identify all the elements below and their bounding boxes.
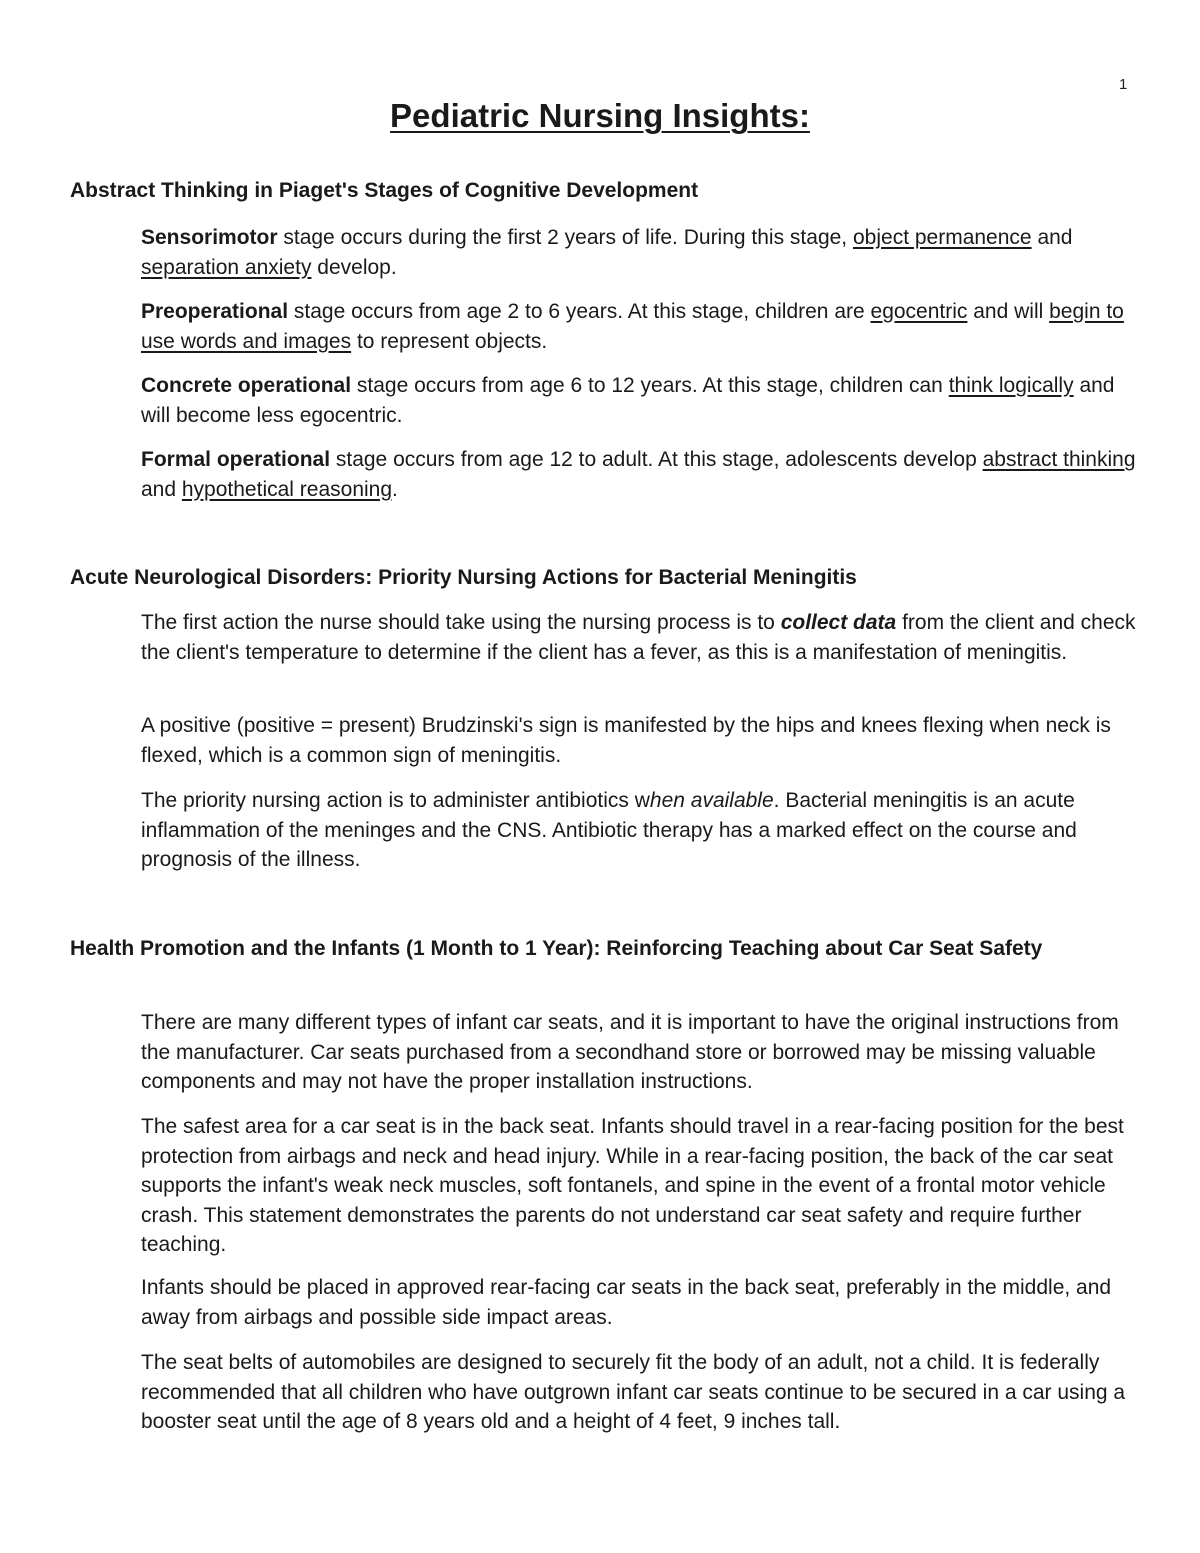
text-span: and <box>141 477 182 501</box>
text-span: and will become less egocentric. <box>141 374 1115 427</box>
key-term-hypothetical-reasoning: hypothetical reasoning <box>181 477 393 501</box>
text-span: and <box>1031 226 1073 249</box>
paragraph-rear-facing: Infants should be placed in approved rear-facing car seats in the back seat, preferably in the middle, and away from airbags and possible side impact areas. <box>141 1276 1112 1329</box>
paragraph-car-seat-types: There are many different types of infant car seats, and it is important to have the original instructions from the manufacturer. Car seats purchased from a secondhand store or borrowed may be missing valuable components and may not have the proper installation instructions. <box>141 1011 1119 1093</box>
text-span: . <box>392 477 398 501</box>
text-span: develop. <box>311 255 397 279</box>
text-span: The first action the nurse should take using the nursing process is to <box>141 611 781 634</box>
paragraph-preoperational <box>141 297 1136 356</box>
paragraph-collect-data <box>141 608 1136 667</box>
text-span: stage occurs from age 2 to 6 years. At this stage, children are <box>288 300 871 323</box>
term-sensorimotor: Sensorimotor <box>141 226 278 249</box>
paragraph-back-seat: The safest area for a car seat is in the back seat. Infants should travel in a rear-facing position for the best protection from airbags and neck and head injury. While in a rear-facing position, the back of the car seat supports the infant's weak neck muscles, soft fontanels, and spine in the event of a frontal motor vehicle crash. This statement demonstrates the parents do not understand car seat safety and require further teaching. <box>141 1115 1124 1256</box>
paragraph-formal-operational <box>141 445 1136 504</box>
key-term-abstract-thinking: abstract thinking <box>982 448 1136 471</box>
key-term-egocentric: egocentric <box>870 300 968 323</box>
paragraph-concrete-operational <box>141 371 1136 430</box>
key-term-think-logically: think logically <box>948 374 1074 397</box>
text-span: The priority nursing action is to administer antibiotics w <box>141 789 650 812</box>
text-span: stage occurs during the first 2 years of life. During this stage, <box>277 226 853 249</box>
text-span: . Bacterial meningitis is an acute inflammation of the meninges and the CNS. Antibiotic therapy has a marked effect on the course and prognosis of the illness. <box>141 789 1077 871</box>
text-span: and will <box>967 300 1050 323</box>
section-heading-piaget: Abstract Thinking in Piaget's Stages of Cognitive Development <box>70 179 699 202</box>
section-heading-meningitis: Acute Neurological Disorders: Priority Nursing Actions for Bacterial Meningitis <box>70 566 857 589</box>
term-formal-operational: Formal operational <box>141 448 331 471</box>
emphasis-collect-data: collect data <box>780 611 897 634</box>
key-term-separation-anxiety: separation anxiety <box>141 255 312 279</box>
text-span: A positive (positive = present) Brudzinski's sign is manifested by the hips and knees flexing when neck is flexed, which is a common sign of meningitis. <box>141 714 1111 767</box>
page-number: 1 <box>1119 76 1128 93</box>
key-term-words-and-images: begin to use words and images <box>141 300 1124 353</box>
paragraph-booster-seat: The seat belts of automobiles are designed to securely fit the body of an adult, not a child. It is federally recommended that all children who have outgrown infant car seats continue to be secured in a car using a booster seat until the age of 8 years old and a height of 4 feet, 9 inches tall. <box>141 1351 1126 1433</box>
emphasis-when-available: hen available <box>649 789 774 812</box>
paragraph-antibiotics <box>141 786 1136 875</box>
key-term-object-permanence: object permanence <box>852 226 1032 249</box>
text-span: stage occurs from age 12 to adult. At this stage, adolescents develop <box>330 448 983 471</box>
text-span: to represent objects. <box>351 329 548 353</box>
section-heading-car-seat-safety: Health Promotion and the Infants (1 Month to 1 Year): Reinforcing Teaching about Car Seat Safety <box>70 937 1043 960</box>
text-span: stage occurs from age 6 to 12 years. At this stage, children can <box>351 374 949 397</box>
paragraph-brudzinski-sign <box>141 711 1136 770</box>
page-title: Pediatric Nursing Insights: <box>390 97 810 134</box>
paragraph-sensorimotor <box>141 223 1136 282</box>
text-span: from the client and check the client's temperature to determine if the client has a fever, as this is a manifestation of meningitis. <box>141 611 1136 664</box>
term-preoperational: Preoperational <box>141 300 289 323</box>
term-concrete-operational: Concrete operational <box>141 374 352 397</box>
